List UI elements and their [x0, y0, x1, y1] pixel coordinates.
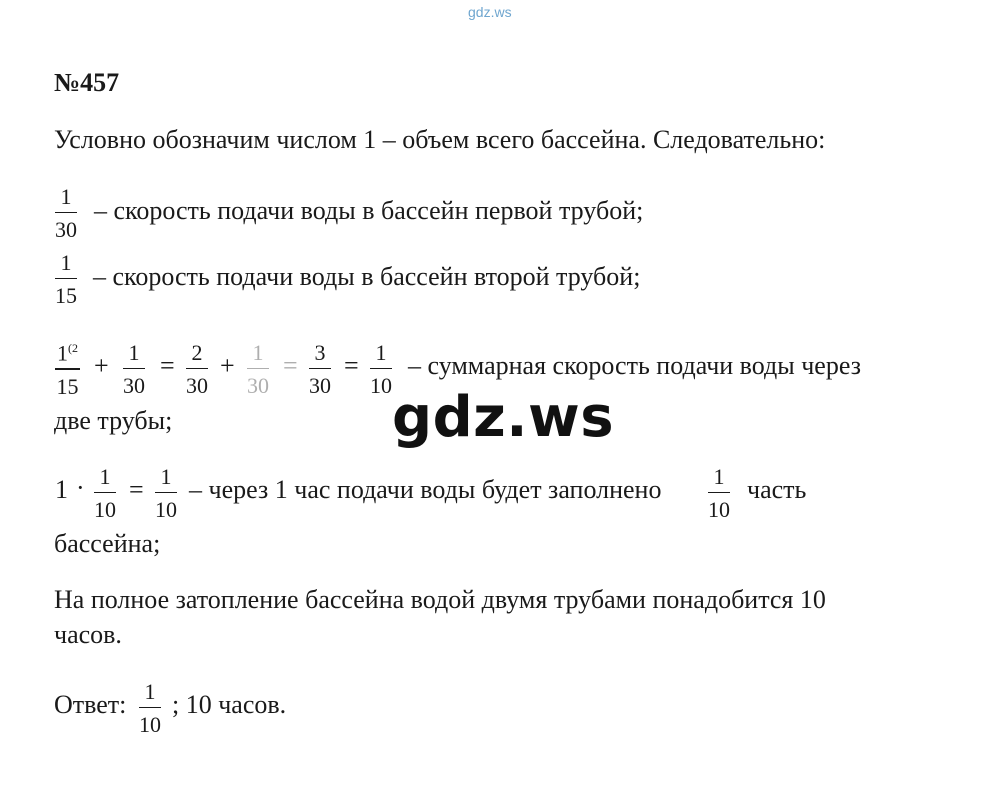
denominator: 30	[309, 373, 331, 399]
line2-text: – скорость подачи воды в бассейн второй трубой;	[93, 262, 641, 291]
numerator: 1	[252, 340, 264, 365]
hour-text: – через 1 час подачи воды будет заполнено	[189, 475, 662, 504]
numerator: 1	[128, 340, 140, 365]
eq-fraction-2	[123, 342, 145, 397]
equation-text-cont: две трубы;	[54, 406, 173, 435]
eq-fraction-6	[370, 342, 392, 397]
denominator: 10	[94, 497, 116, 523]
denominator: 10	[370, 373, 392, 399]
eq-fraction-3	[186, 342, 208, 397]
answer-rest: ; 10 часов.	[172, 690, 287, 719]
eq-fraction-1	[55, 342, 80, 398]
numerator: 1	[713, 464, 725, 489]
fraction-1-30	[55, 186, 77, 241]
denominator: 15	[55, 283, 77, 309]
numerator: 1	[144, 679, 156, 704]
numerator: 1	[60, 250, 72, 275]
numerator: 1	[60, 184, 72, 209]
plus-sign: +	[94, 351, 109, 380]
watermark-center: gdz.ws	[392, 385, 615, 450]
equals-sign: =	[283, 351, 298, 380]
numerator: 2	[191, 340, 203, 365]
line1-text: – скорость подачи воды в бассейн первой трубой;	[94, 196, 644, 225]
fraction-1-15	[55, 252, 77, 307]
hour-fraction-2	[155, 466, 177, 521]
answer-label: Ответ:	[54, 690, 127, 719]
multiply-dot: ·	[76, 473, 85, 502]
conclusion-line2: часов.	[54, 620, 122, 649]
hour-text-cont: бассейна;	[54, 529, 161, 558]
denominator: 30	[123, 373, 145, 399]
hour-text-after: часть	[747, 475, 807, 504]
eq-fraction-5	[309, 342, 331, 397]
equation-text: – суммарная скорость подачи воды через	[408, 351, 861, 380]
conclusion-line1: На полное затопление бассейна водой двумя трубами понадобится 10	[54, 585, 826, 614]
denominator: 30	[55, 217, 77, 243]
denominator: 30	[186, 373, 208, 399]
denominator: 30	[247, 373, 269, 399]
eq-fraction-4	[247, 342, 269, 397]
hour-fraction-1	[94, 466, 116, 521]
numerator: 1	[160, 464, 172, 489]
intro-text: Условно обозначим числом 1 – объем всего бассейна. Следовательно:	[54, 125, 826, 154]
problem-number: №457	[54, 68, 120, 97]
numerator: 3	[314, 340, 326, 365]
denominator: 10	[139, 712, 161, 738]
answer-fraction	[139, 681, 161, 736]
watermark-top: gdz.ws	[468, 4, 512, 20]
hour-fraction-3	[708, 466, 730, 521]
equals-sign: =	[129, 475, 144, 504]
one: 1	[55, 475, 68, 504]
equals-sign: =	[344, 351, 359, 380]
numerator: 1	[99, 464, 111, 489]
denominator: 10	[155, 497, 177, 523]
denominator: 10	[708, 497, 730, 523]
denominator: 15	[56, 373, 79, 399]
numerator: 1	[375, 340, 387, 365]
numerator: 1$^{(2}$	[57, 340, 78, 366]
equals-sign: =	[160, 351, 175, 380]
plus-sign: +	[220, 351, 235, 380]
